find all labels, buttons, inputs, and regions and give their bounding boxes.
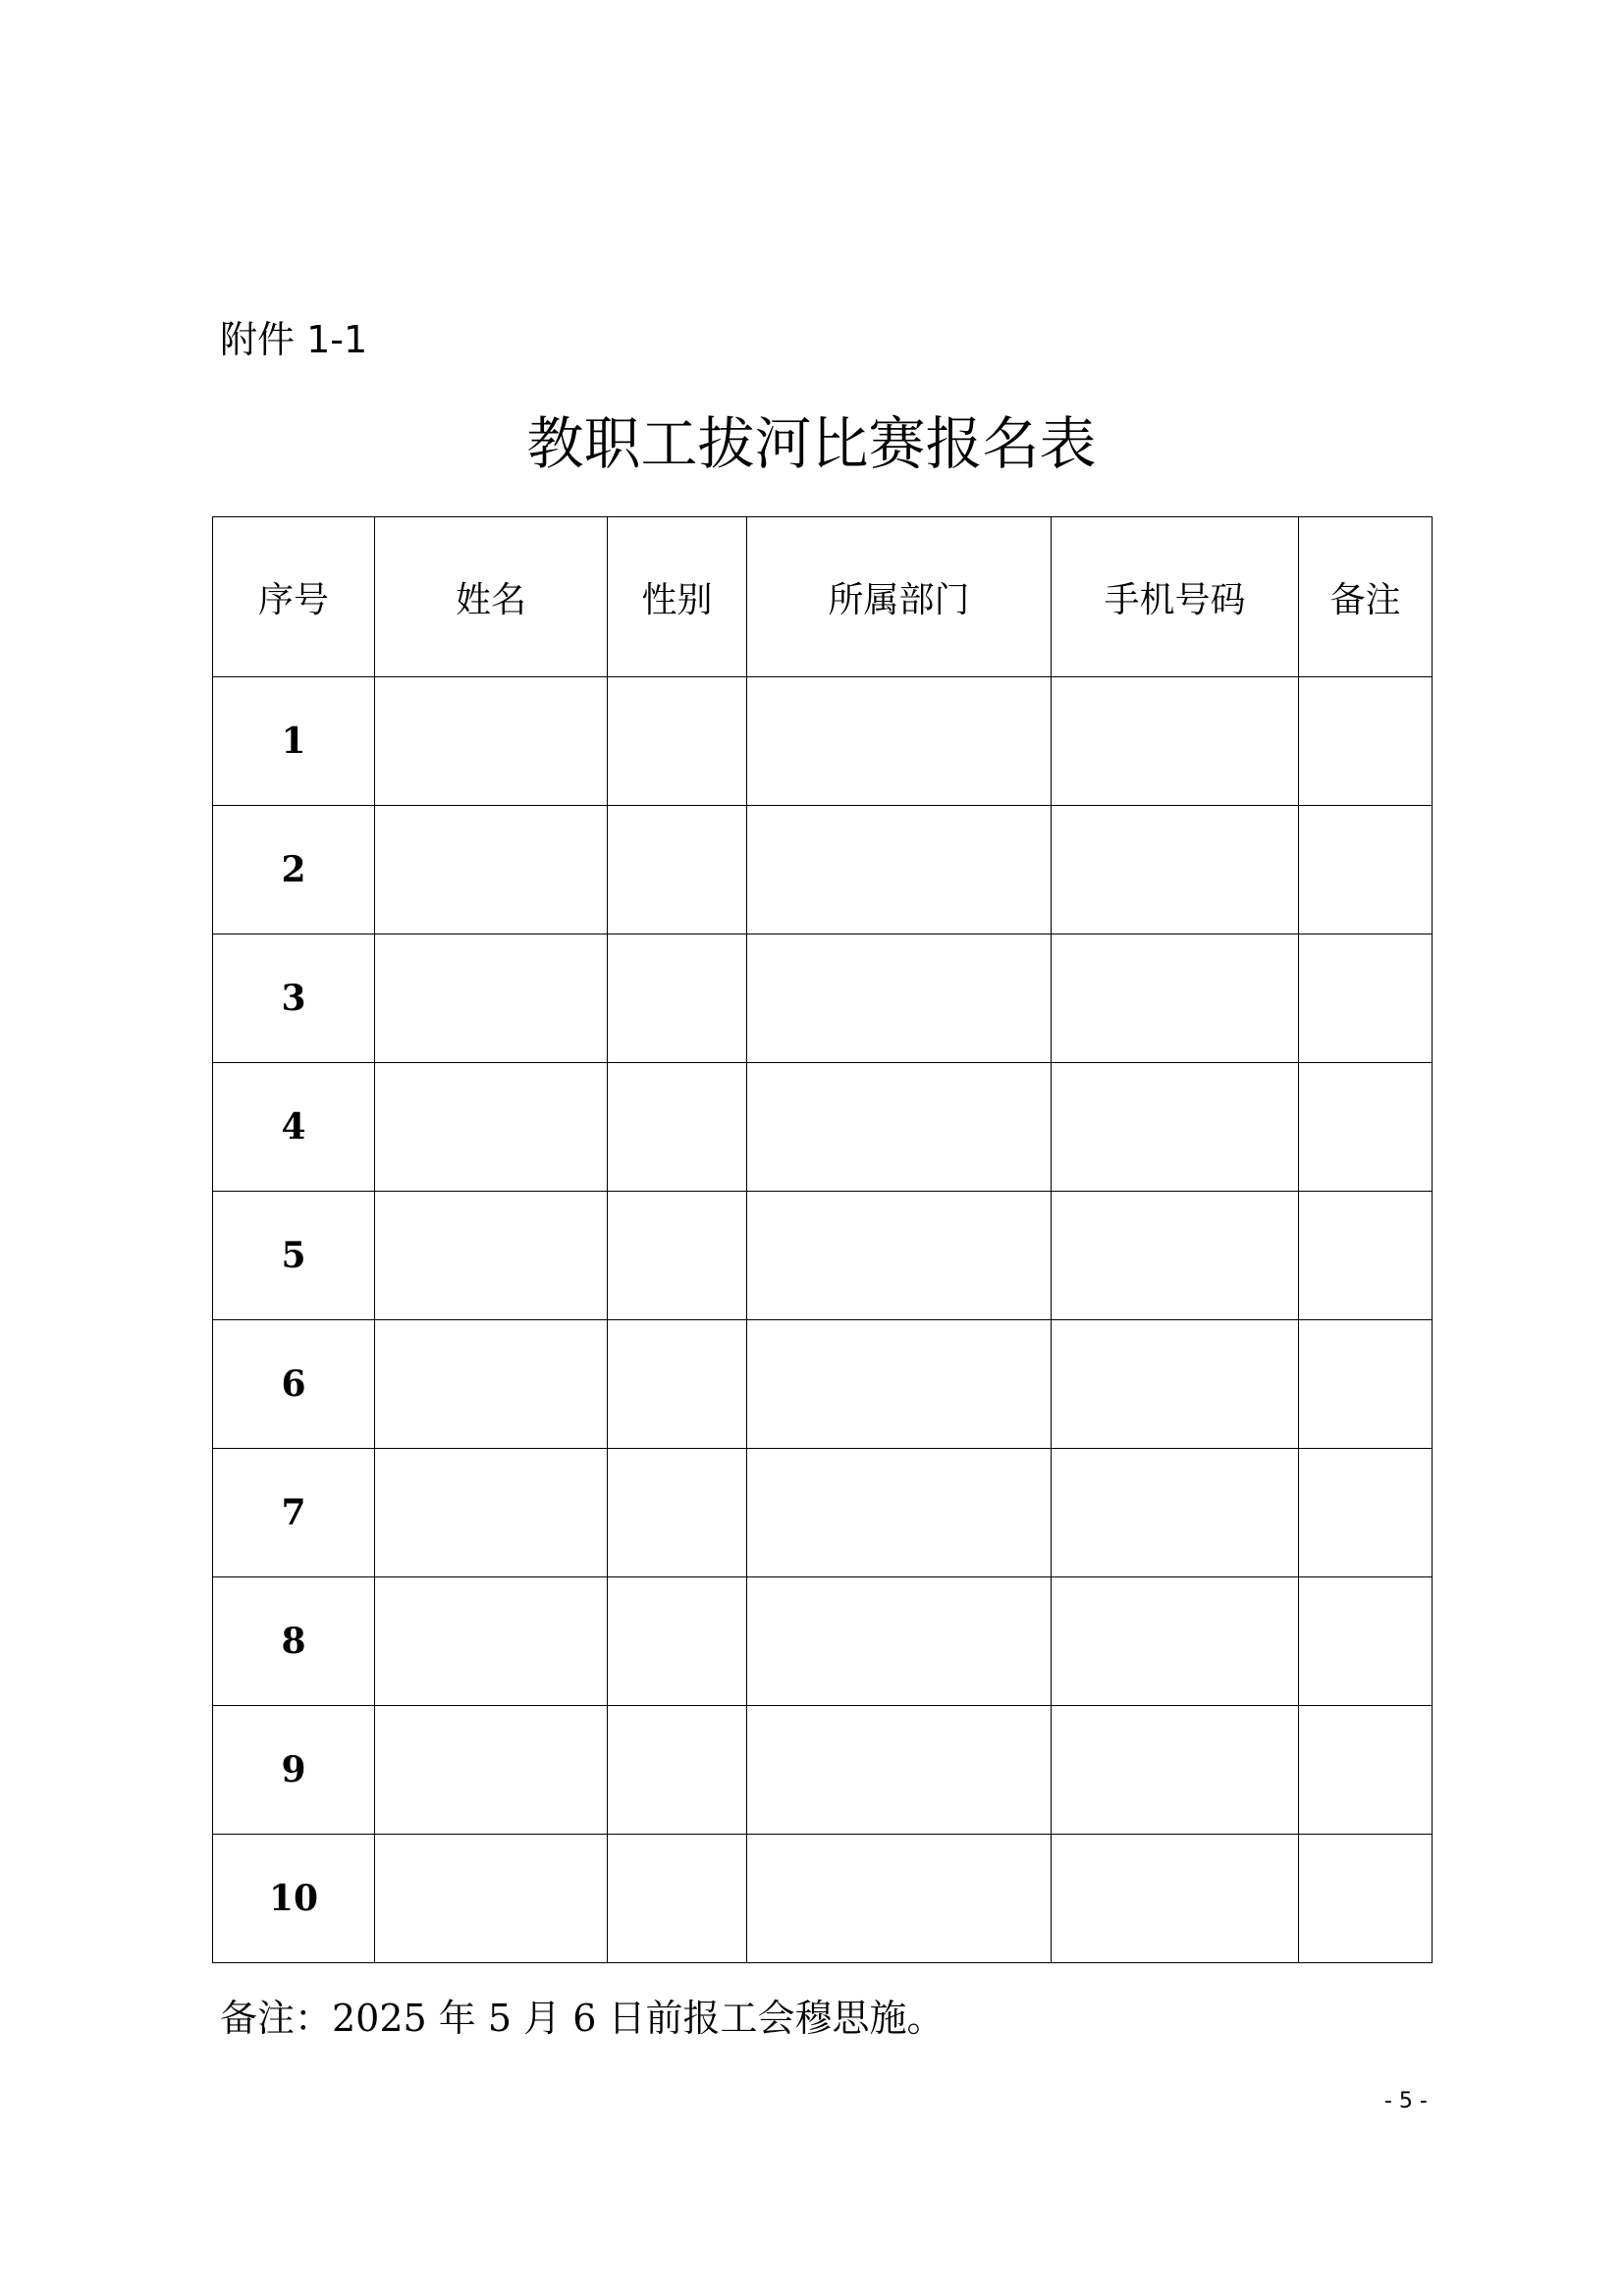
remarks-cell[interactable] [1299,1320,1433,1449]
name-cell[interactable] [375,677,608,806]
header-remarks: 备注 [1299,517,1433,677]
remarks-cell[interactable] [1299,1577,1433,1706]
phone-cell[interactable] [1052,806,1299,934]
phone-cell[interactable] [1052,1320,1299,1449]
department-cell[interactable] [747,1192,1052,1320]
table-row [213,1706,1433,1835]
seq-cell: 8 [213,1577,375,1706]
table-row [213,1835,1433,1963]
gender-cell[interactable] [608,806,747,934]
seq-cell: 2 [213,806,375,934]
phone-cell[interactable] [1052,1577,1299,1706]
gender-cell[interactable] [608,934,747,1063]
table-row [213,1063,1433,1192]
table-row [213,1577,1433,1706]
table-row [213,934,1433,1063]
phone-cell[interactable] [1052,1192,1299,1320]
gender-cell[interactable] [608,1192,747,1320]
page-title: 教职工拔河比赛报名表 [526,410,1097,477]
name-cell[interactable] [375,1577,608,1706]
name-cell[interactable] [375,1706,608,1835]
phone-cell[interactable] [1052,1706,1299,1835]
name-cell[interactable] [375,1063,608,1192]
gender-cell[interactable] [608,1449,747,1577]
gender-cell[interactable] [608,1063,747,1192]
remarks-cell[interactable] [1299,1192,1433,1320]
name-cell[interactable] [375,1835,608,1963]
gender-cell[interactable] [608,677,747,806]
header-gender: 性别 [608,517,747,677]
seq-cell: 6 [213,1320,375,1449]
table-row [213,1320,1433,1449]
name-cell[interactable] [375,1192,608,1320]
name-cell[interactable] [375,1320,608,1449]
name-cell[interactable] [375,1449,608,1577]
remarks-cell[interactable] [1299,806,1433,934]
table-row [213,1192,1433,1320]
footnote: 备注：2025 年 5 月 6 日前报工会穆思施。 [220,1997,945,2040]
table-row [213,806,1433,934]
name-cell[interactable] [375,934,608,1063]
table-row [213,677,1433,806]
phone-cell[interactable] [1052,1063,1299,1192]
seq-cell: 5 [213,1192,375,1320]
department-cell[interactable] [747,806,1052,934]
table-body [213,677,1433,1963]
phone-cell[interactable] [1052,1449,1299,1577]
remarks-cell[interactable] [1299,1835,1433,1963]
phone-cell[interactable] [1052,934,1299,1063]
header-phone: 手机号码 [1052,517,1299,677]
department-cell[interactable] [747,1449,1052,1577]
header-department: 所属部门 [747,517,1052,677]
remarks-cell[interactable] [1299,1449,1433,1577]
header-seq: 序号 [213,517,375,677]
department-cell[interactable] [747,1577,1052,1706]
remarks-cell[interactable] [1299,934,1433,1063]
seq-cell: 1 [213,677,375,806]
department-cell[interactable] [747,1706,1052,1835]
remarks-cell[interactable] [1299,1063,1433,1192]
attachment-label: 附件 1-1 [220,318,368,361]
phone-cell[interactable] [1052,1835,1299,1963]
page-number: - 5 - [1384,2089,1428,2113]
seq-cell: 4 [213,1063,375,1192]
department-cell[interactable] [747,1320,1052,1449]
department-cell[interactable] [747,1835,1052,1963]
table-header-row [213,517,1433,677]
seq-cell: 3 [213,934,375,1063]
phone-cell[interactable] [1052,677,1299,806]
header-name: 姓名 [375,517,608,677]
seq-cell: 10 [213,1835,375,1963]
remarks-cell[interactable] [1299,1706,1433,1835]
signup-table [212,516,1433,1963]
department-cell[interactable] [747,1063,1052,1192]
gender-cell[interactable] [608,1835,747,1963]
department-cell[interactable] [747,934,1052,1063]
gender-cell[interactable] [608,1320,747,1449]
table-row [213,1449,1433,1577]
department-cell[interactable] [747,677,1052,806]
gender-cell[interactable] [608,1706,747,1835]
name-cell[interactable] [375,806,608,934]
gender-cell[interactable] [608,1577,747,1706]
seq-cell: 9 [213,1706,375,1835]
seq-cell: 7 [213,1449,375,1577]
remarks-cell[interactable] [1299,677,1433,806]
